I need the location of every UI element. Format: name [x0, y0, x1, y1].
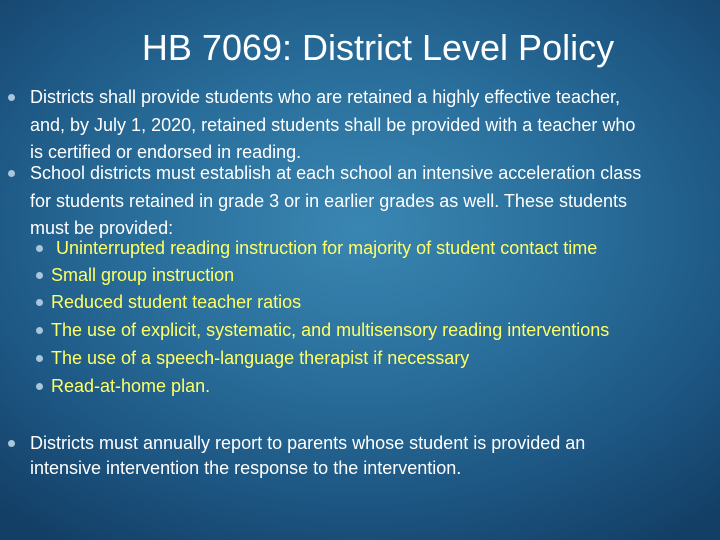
- bullet-dot-icon: [8, 170, 15, 177]
- bullet-dot-icon: [36, 272, 43, 279]
- sub-bullet-text: The use of explicit, systematic, and multisensory reading interventions: [51, 320, 610, 340]
- bullet-dot-icon: [36, 383, 43, 390]
- bullet-dot-icon: [36, 299, 43, 306]
- bullet-dot-icon: [36, 327, 43, 334]
- bullet-text-line: for students retained in grade 3 or in earlier grades as well. These students: [30, 190, 628, 211]
- bullet-text-line: School districts must establish at each school an intensive acceleration class: [30, 163, 642, 183]
- sub-bullet-text: The use of a speech-language therapist if necessary: [51, 348, 470, 368]
- bullet-text-line: Districts must annually report to parents whose student is provided an: [30, 433, 586, 453]
- bullet-text-line: must be provided:: [30, 218, 174, 238]
- sub-bullet-text: Read-at-home plan.: [51, 376, 211, 396]
- bullet-text-line: intensive intervention the response to the intervention.: [30, 458, 462, 478]
- slide-title: HB 7069: District Level Policy: [141, 27, 615, 68]
- sub-bullet-text: Small group instruction: [51, 265, 235, 285]
- bullet-text-line: Districts shall provide students who are retained a highly effective teacher,: [30, 87, 620, 107]
- bullet-dot-icon: [36, 245, 43, 252]
- bullet-dot-icon: [36, 355, 43, 362]
- bullet-text-line: is certified or endorsed in reading.: [30, 142, 302, 162]
- bullet-dot-icon: [8, 440, 15, 447]
- sub-bullet-text: Reduced student teacher ratios: [51, 292, 302, 312]
- sub-bullet-text: Uninterrupted reading instruction for majority of student contact time: [56, 238, 598, 258]
- bullet-dot-icon: [8, 94, 15, 101]
- bullet-text-line: and, by July 1, 2020, retained students shall be provided with a teacher who: [30, 114, 636, 135]
